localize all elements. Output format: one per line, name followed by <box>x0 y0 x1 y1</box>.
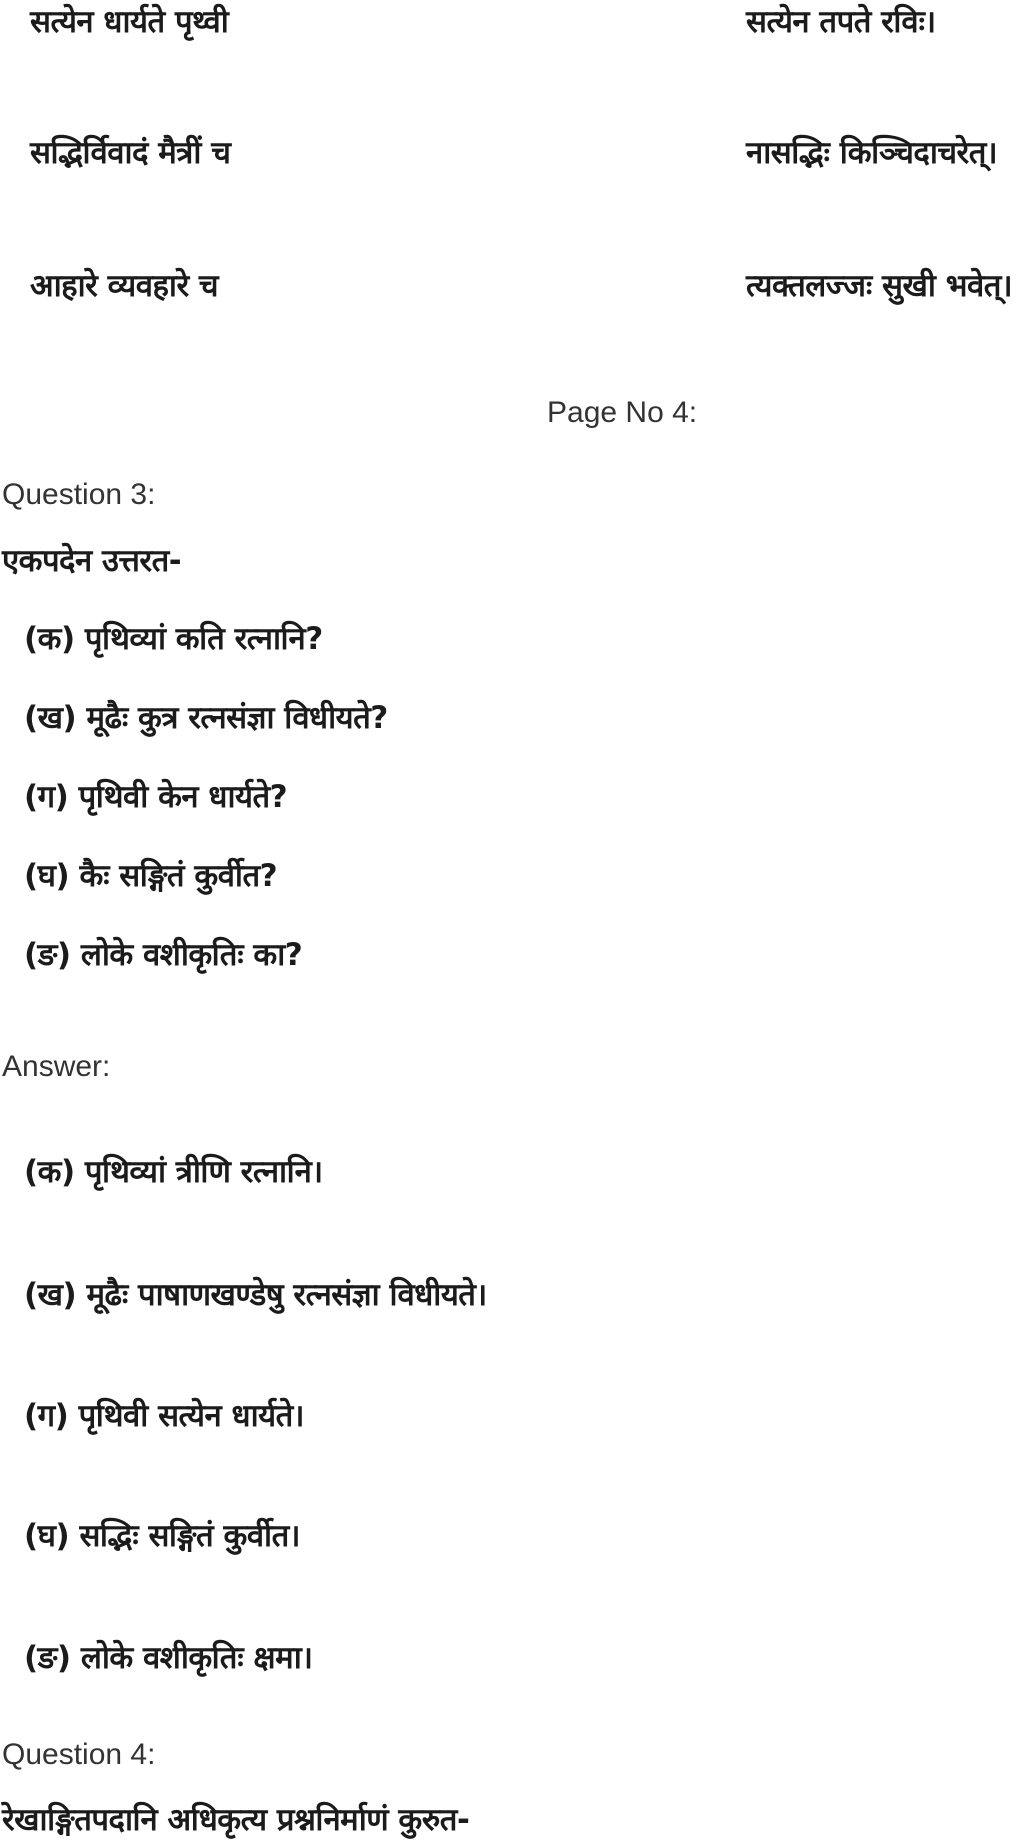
shloka-row-2-right: नासद्भिः किञ्चिदाचरेत्। <box>746 135 998 171</box>
question-3-item-ka: (क) पृथिव्यां कति रत्नानि? <box>24 621 323 657</box>
page-number: Page No 4: <box>547 396 698 429</box>
question-3-item-nga: (ङ) लोके वशीकृतिः का? <box>24 937 303 973</box>
question-3-heading: Question 3: <box>2 478 156 511</box>
question-4-instruction: रेखाङ्गितपदानि अधिकृत्य प्रश्ननिर्माणं कुरुत- <box>2 1802 470 1838</box>
question-3-item-kha: (ख) मूढैः कुत्र रत्नसंज्ञा विधीयते? <box>24 700 388 736</box>
answer-heading: Answer: <box>2 1050 111 1083</box>
shloka-row-3-left: आहारे व्यवहारे च <box>30 268 219 304</box>
shloka-row-2-left: सद्भिर्विवादं मैत्रीं च <box>30 135 231 171</box>
answer-item-ga: (ग) पृथिवी सत्येन धार्यते। <box>24 1398 305 1434</box>
answer-item-kha: (ख) मूढैः पाषाणखण्डेषु रत्नसंज्ञा विधीयते। <box>24 1277 487 1313</box>
shloka-row-3-right: त्यक्तलज्जः सुखी भवेत्। <box>746 268 1013 304</box>
shloka-row-1-left: सत्येन धार्यते पृथ्वी <box>30 4 229 40</box>
shloka-row-1-right: सत्येन तपते रविः। <box>746 4 936 40</box>
answer-item-gha: (घ) सद्भिः सङ्गितं कुर्वीत। <box>24 1518 301 1554</box>
question-3-instruction: एकपदेन उत्तरत- <box>2 543 182 579</box>
question-3-item-ga: (ग) पृथिवी केन धार्यते? <box>24 779 288 815</box>
answer-item-ka: (क) पृथिव्यां त्रीणि रत्नानि। <box>24 1154 323 1190</box>
question-4-heading: Question 4: <box>2 1738 156 1771</box>
answer-item-nga: (ङ) लोके वशीकृतिः क्षमा। <box>24 1640 313 1676</box>
question-3-item-gha: (घ) कैः सङ्गितं कुर्वीत? <box>24 858 278 894</box>
